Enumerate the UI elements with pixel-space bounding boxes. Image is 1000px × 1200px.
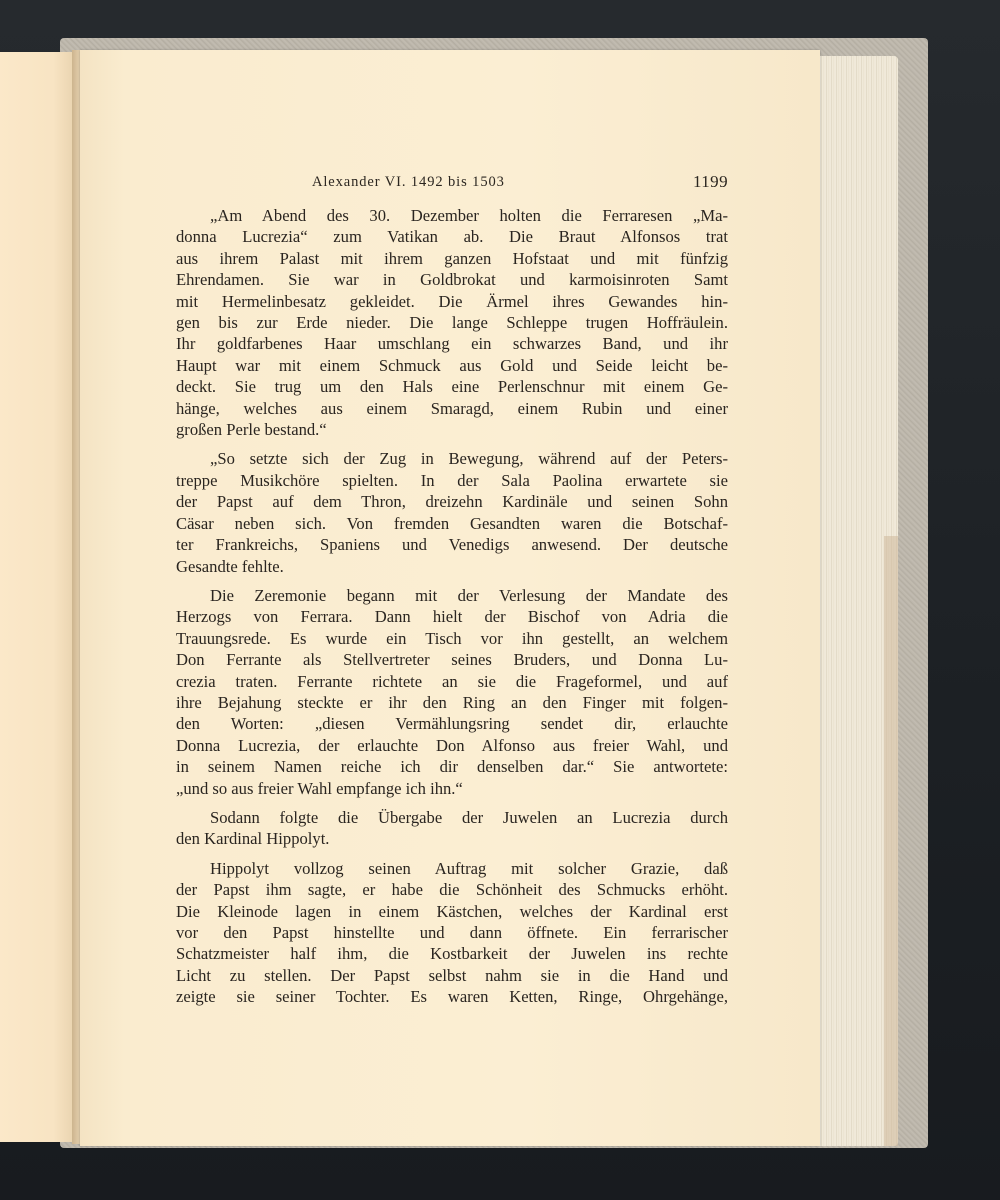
- text-line: Herzogs von Ferrara. Dann hielt der Bischof von Adria die: [176, 607, 728, 627]
- text-line: großen Perle bestand.“: [176, 420, 327, 440]
- text-line: Don Ferrante als Stellvertreter seines Bruders, und Donna Lu-: [176, 650, 728, 670]
- text-line: den Worten: „diesen Vermählungsring sendet dir, erlauchte: [176, 714, 728, 734]
- page-number: 1199: [693, 172, 728, 191]
- text-line: der Papst auf dem Thron, dreizehn Kardinäle und seinen Sohn: [176, 492, 728, 512]
- text-line: Haupt war mit einem Schmuck aus Gold und Seide leicht be-: [176, 355, 728, 375]
- paragraph: [176, 585, 728, 799]
- running-head: [176, 174, 728, 198]
- text-line: Cäsar neben sich. Von fremden Gesandten waren die Botschaf-: [176, 513, 728, 533]
- text-line: Die Kleinode lagen in einem Kästchen, welches der Kardinal erst: [176, 901, 728, 921]
- text-line: „und so aus freier Wahl empfange ich ihn.“: [176, 778, 463, 798]
- text-line: vor den Papst hinstellte und dann öffnete. Ein ferrarischer: [176, 923, 728, 942]
- body-text: [176, 205, 728, 1016]
- paragraph: [176, 807, 728, 850]
- text-line: mit Hermelinbesatz gekleidet. Die Ärmel ihres Gewandes hin-: [176, 291, 728, 311]
- text-line: Hippolyt vollzog seinen Auftrag mit solcher Grazie, daß: [210, 858, 728, 878]
- left-page: [0, 52, 76, 1142]
- text-line: Donna Lucrezia, der erlauchte Don Alfonso aus freier Wahl, und: [176, 735, 728, 755]
- text-line: deckt. Sie trug um den Hals eine Perlenschnur mit einem Ge-: [176, 377, 728, 397]
- text-line: den Kardinal Hippolyt.: [176, 829, 330, 849]
- text-line: Gesandte fehlte.: [176, 556, 284, 576]
- text-line: Die Zeremonie begann mit der Verlesung der Mandate des: [210, 585, 728, 605]
- text-line: hänge, welches aus einem Smaragd, einem Rubin und einer: [176, 398, 728, 418]
- text-line: „Am Abend des 30. Dezember holten die Ferraresen „Ma-: [210, 206, 728, 225]
- text-line: zeigte sie seiner Tochter. Es waren Ketten, Ringe, Ohrgehänge,: [176, 987, 728, 1007]
- text-line: ihre Bejahung steckte er ihr den Ring an den Finger mit folgen-: [176, 692, 728, 712]
- paragraph: [176, 448, 728, 576]
- page-edges: [812, 56, 898, 1146]
- text-line: Ihr goldfarbenes Haar umschlang ein schwarzes Band, und ihr: [176, 334, 728, 354]
- text-line: aus ihrem Palast mit ihrem ganzen Hofstaat und mit fünfzig: [176, 248, 728, 268]
- text-line: der Papst ihm sagte, er habe die Schönheit des Schmucks erhöht.: [176, 880, 728, 900]
- text-line: „So setzte sich der Zug in Bewegung, während auf der Peters-: [210, 449, 728, 469]
- text-line: treppe Musikchöre spielten. In der Sala Paolina erwartete sie: [176, 470, 728, 490]
- running-head-title: Alexander VI. 1492 bis 1503: [312, 174, 505, 190]
- text-line: Trauungsrede. Es wurde ein Tisch vor ihn gestellt, an welchem: [176, 628, 728, 648]
- text-line: gen bis zur Erde nieder. Die lange Schleppe trugen Hoffräulein.: [176, 313, 728, 333]
- text-line: Sodann folgte die Übergabe der Juwelen an Lucrezia durch: [210, 807, 728, 827]
- text-line: crezia traten. Ferrante richtete an sie die Frageformel, und auf: [176, 671, 728, 691]
- text-line: Schatzmeister half ihm, die Kostbarkeit der Juwelen ins rechte: [176, 944, 728, 964]
- text-line: ter Frankreichs, Spaniens und Venedigs anwesend. Der deutsche: [176, 535, 728, 555]
- paragraph: [176, 858, 728, 1008]
- paragraph: [176, 205, 728, 440]
- text-line: in seinem Namen reiche ich dir denselben dar.“ Sie antwortete:: [176, 757, 728, 777]
- text-line: donna Lucrezia“ zum Vatikan ab. Die Braut Alfonsos trat: [176, 227, 728, 247]
- text-line: Ehrendamen. Sie war in Goldbrokat und karmoisinroten Samt: [176, 270, 728, 290]
- right-page: [80, 50, 820, 1146]
- text-line: Licht zu stellen. Der Papst selbst nahm sie in die Hand und: [176, 965, 728, 985]
